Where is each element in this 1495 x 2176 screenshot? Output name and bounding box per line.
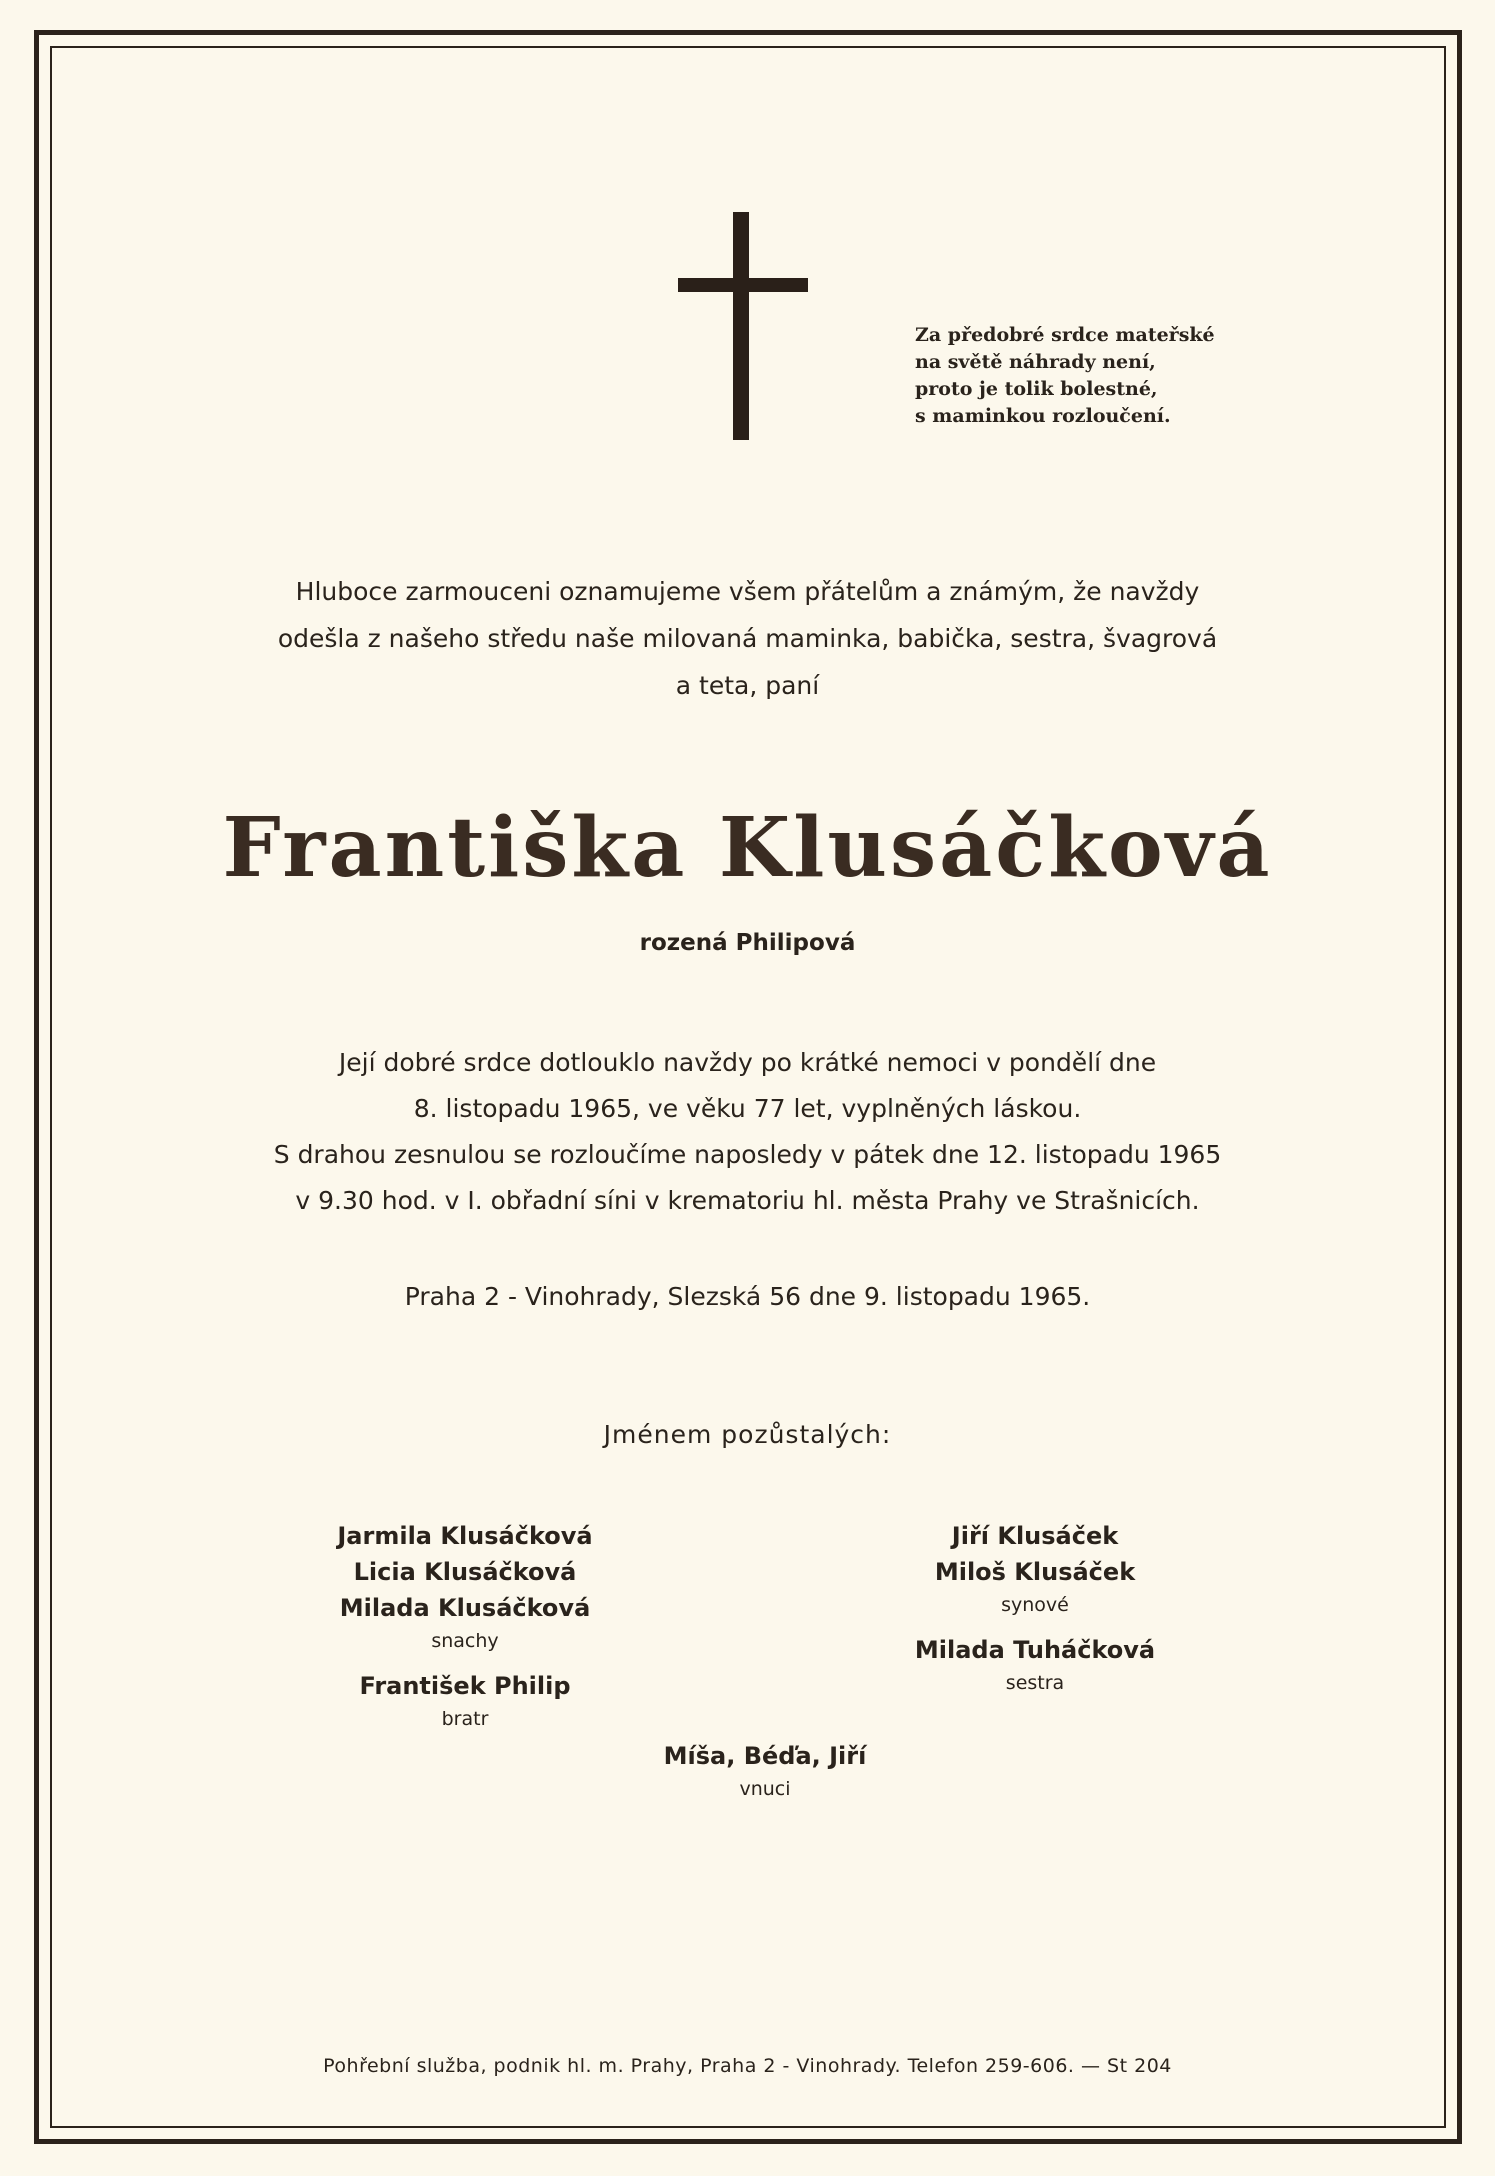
survivor-relation: bratr [441,1708,489,1730]
survivors-center-column [600,1738,930,1816]
place-and-date: Praha 2 - Vinohrady, Slezská 56 dne 9. listopadu 1965. [404,1282,1091,1311]
cross-icon [678,212,808,440]
details-line: 8. listopadu 1965, ve věku 77 let, vyplněných láskou. [413,1094,1082,1123]
maiden-name: rozená Philipová [639,930,856,956]
motto-line: Za předobré srdce mateřské [915,324,1215,346]
survivor-relation: vnuci [739,1778,791,1800]
survivor-name: Milada Klusáčková [339,1594,591,1622]
funeral-service-footer: Pohřební služba, podnik hl. m. Prahy, Praha 2 - Vinohrady. Telefon 259-606. — St 204 [323,2055,1172,2077]
survivor-name: František Philip [359,1672,571,1700]
intro-line: a teta, paní [675,671,820,700]
survivors-heading: Jménem pozůstalých: [603,1420,892,1449]
intro-line: Hluboce zarmouceni oznamujeme všem přátelům a známým, že navždy [295,577,1200,606]
survivor-name: Míša, Béďa, Jiří [663,1742,867,1770]
survivor-name: Jiří Klusáček [951,1522,1119,1550]
announcement-intro [150,568,1345,709]
survivor-name: Milada Tuháčková [914,1636,1156,1664]
survivor-name: Jarmila Klusáčková [337,1522,593,1550]
motto-line: proto je tolik bolestné, [915,378,1158,400]
deceased-name: Františka Klusáčková [222,800,1273,896]
survivors-left-column [300,1518,630,1746]
details-line: v 9.30 hod. v I. obřadní síni v krematoriu hl. města Prahy ve Strašnicích. [295,1186,1200,1215]
death-details [150,1040,1345,1224]
details-line: S drahou zesnulou se rozloučíme naposledy v pátek dne 12. listopadu 1965 [273,1140,1222,1169]
motto-line: s maminkou rozloučení. [915,405,1171,427]
survivor-relation: snachy [431,1630,499,1652]
details-line: Její dobré srdce dotlouklo navždy po krátké nemoci v pondělí dne [338,1048,1157,1077]
survivor-relation: sestra [1005,1672,1065,1694]
survivor-relation: synové [1001,1594,1069,1616]
survivor-name: Miloš Klusáček [934,1558,1136,1586]
intro-line: odešla z našeho středu naše milovaná maminka, babička, sestra, švagrová [277,624,1218,653]
survivors-right-column [870,1518,1200,1710]
survivor-name: Licia Klusáčková [353,1558,577,1586]
motto-verse [915,322,1255,430]
motto-line: na světě náhrady není, [915,351,1156,373]
